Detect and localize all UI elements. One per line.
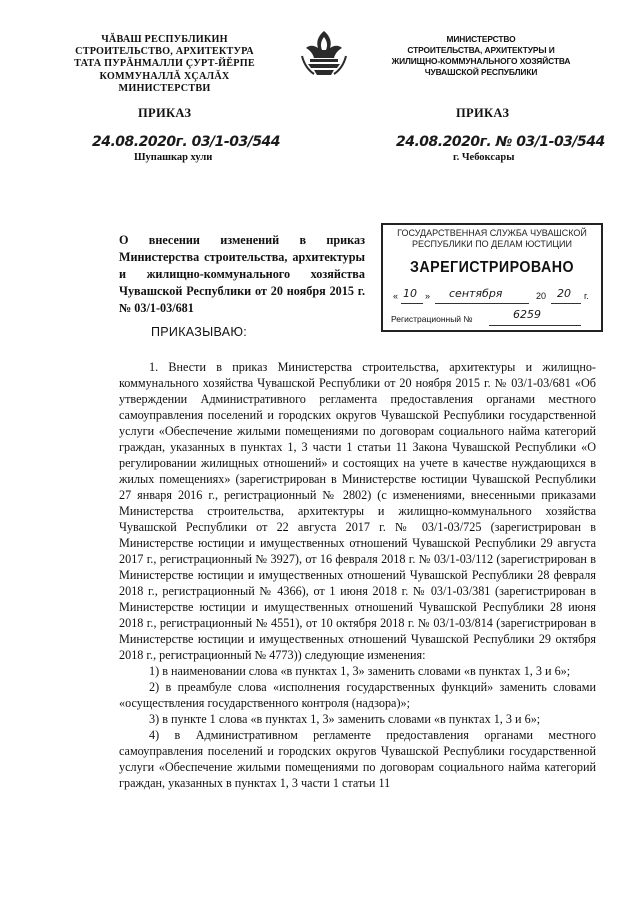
- registration-stamp: [381, 223, 603, 332]
- stamp-reg-row: [391, 308, 595, 327]
- stamp-authority-line: ГОСУДАРСТВЕННАЯ СЛУЖБА ЧУВАШСКОЙ: [397, 228, 587, 238]
- body-paragraph: 1) в наименовании слова «в пунктах 1, 3» заменить словами «в пунктах 1, 3 и 6»;: [149, 664, 571, 678]
- header-right-line: ЧУВАШСКОЙ РЕСПУБЛИКИ: [424, 67, 538, 77]
- order-label-left: ПРИКАЗ: [138, 106, 192, 120]
- stamp-year-mark: г.: [584, 291, 589, 301]
- body-paragraph: 2) в преамбуле слова «исполнения государственных функций» заменить словами «осуществления государственного контроля (надзора)»;: [119, 680, 596, 710]
- handwritten-date-number-left: 24.08.2020г. 03/1-03/544: [92, 134, 281, 150]
- stamp-reg-underline: [489, 325, 581, 326]
- stamp-registered: ЗАРЕГИСТРИРОВАНО: [409, 259, 575, 276]
- header-left-chuvash: [62, 34, 267, 95]
- stamp-authority-line: РЕСПУБЛИКИ ПО ДЕЛАМ ЮСТИЦИИ: [412, 239, 572, 249]
- stamp-quote-open: «: [393, 291, 399, 301]
- stamp-year-prefix: 20: [536, 291, 547, 301]
- stamp-reg-label: Регистрационный №: [391, 314, 473, 324]
- stamp-year-underline: [551, 303, 581, 304]
- stamp-authority: [383, 228, 601, 250]
- header-left-line: ЧĂВАШ РЕСПУБЛИКИН: [101, 34, 228, 45]
- body-paragraph: 1. Внести в приказ Министерства строительства, архитектуры и жилищно-коммунального хозяйства Чувашской Республики от 20 ноября 2015 г. № 03/1-03/681 «Об утверждении Административного регламента предоставления органами местного самоуправления поселений и городских округов Чувашской Республики государственной услуги «Обеспечение жилыми помещениями по договорам социального найма категорий граждан, указанных в пунктах 1, 3 части 1 статьи 11 Закона Чувашской Республики «О регулировании жилищных отношений» и состоящих на учете в качестве нуждающихся в жилых помещениях» (зарегистрирован в Министерстве юстиции Чувашской Республики 27 января 2016 г., регистрационный № 2802) (с изменениями, внесенными приказами Министерства строительства, архитектуры и жилищно-коммунального хозяйства Чувашской Республики от 22 августа 2017 г. № 03/1-03/725 (зарегистрирован в Министерстве юстиции и имущественных отношений Чувашской Республики 29 августа 2017 г., регистрационный № 3927), от 16 февраля 2018 г. № 03/1-03/112 (зарегистрирован в Министерстве юстиции и имущественных отношений Чувашской Республики 28 февраля 2018 г., регистрационный № 4366), от 1 июня 2018 г. № 03/1-03/381 (зарегистрирован в Министерстве юстиции и имущественных отношений Чувашской Республики 28 июня 2018 г., регистрационный № 4551), от 10 октября 2018 г. № 03/1-03/814 (зарегистрирован в Министерстве юстиции и имущественных отношений Чувашской Республики 29 октября 2018 г., регистрационный № 4773)) следующие изменения:: [119, 360, 596, 662]
- stamp-day: 10: [403, 287, 417, 300]
- place-right: г. Чебоксары: [453, 152, 515, 163]
- stamp-date-row: [391, 287, 595, 305]
- header-left-line: МИНИСТЕРСТВИ: [118, 82, 211, 94]
- handwritten-date-number-right: 24.08.2020г. № 03/1-03/544: [396, 134, 605, 150]
- stamp-day-underline: [401, 303, 423, 304]
- place-left: Шупашкар хули: [134, 152, 213, 163]
- document-body: [119, 359, 596, 791]
- header-left-line: КОММУНАЛЛĂ ХÇАЛĂХ: [99, 70, 230, 82]
- header-right-line: ЖИЛИЩНО-КОММУНАЛЬНОГО ХОЗЯЙСТВА: [391, 56, 571, 66]
- order-label-right: ПРИКАЗ: [456, 106, 510, 120]
- body-paragraph: 3) в пункте 1 слова «в пунктах 1, 3» заменить словами «в пунктах 1, 3 и 6»;: [149, 712, 541, 726]
- body-paragraph: 4) в Административном регламенте предоставления органами местного самоуправления поселений и городских округов Чувашской Республики государственной услуги «Обеспечение жилыми помещениями по договорам социального найма категорий граждан, указанных в пунктах 1, 3 части 1 статьи 11: [119, 728, 596, 790]
- header-left-line: ТАТА ПУРĂНМАЛЛИ ÇУРТ-ЙĔРПЕ: [74, 58, 255, 70]
- header-right-russian: [376, 34, 586, 78]
- chuvash-coat-of-arms-icon: [300, 28, 348, 80]
- header-right-line: СТРОИТЕЛЬСТВА, АРХИТЕКТУРЫ И: [407, 45, 555, 55]
- order-command: ПРИКАЗЫВАЮ:: [151, 325, 248, 339]
- document-title: О внесении изменений в приказ Министерства строительства, архитектуры и жилищно-коммунального хозяйства Чувашской Республики от 20 ноября 2015 г. № 03/1-03/681: [119, 233, 365, 315]
- stamp-year: 20: [557, 287, 571, 300]
- stamp-month-underline: [435, 303, 529, 304]
- stamp-reg-number: 6259: [513, 308, 541, 321]
- stamp-quote-close: »: [425, 291, 431, 301]
- header-left-line: СТРОИТЕЛЬСТВО, АРХИТЕКТУРА: [75, 46, 254, 58]
- stamp-month: сентября: [449, 287, 503, 300]
- header-right-line: МИНИСТЕРСТВО: [446, 34, 516, 44]
